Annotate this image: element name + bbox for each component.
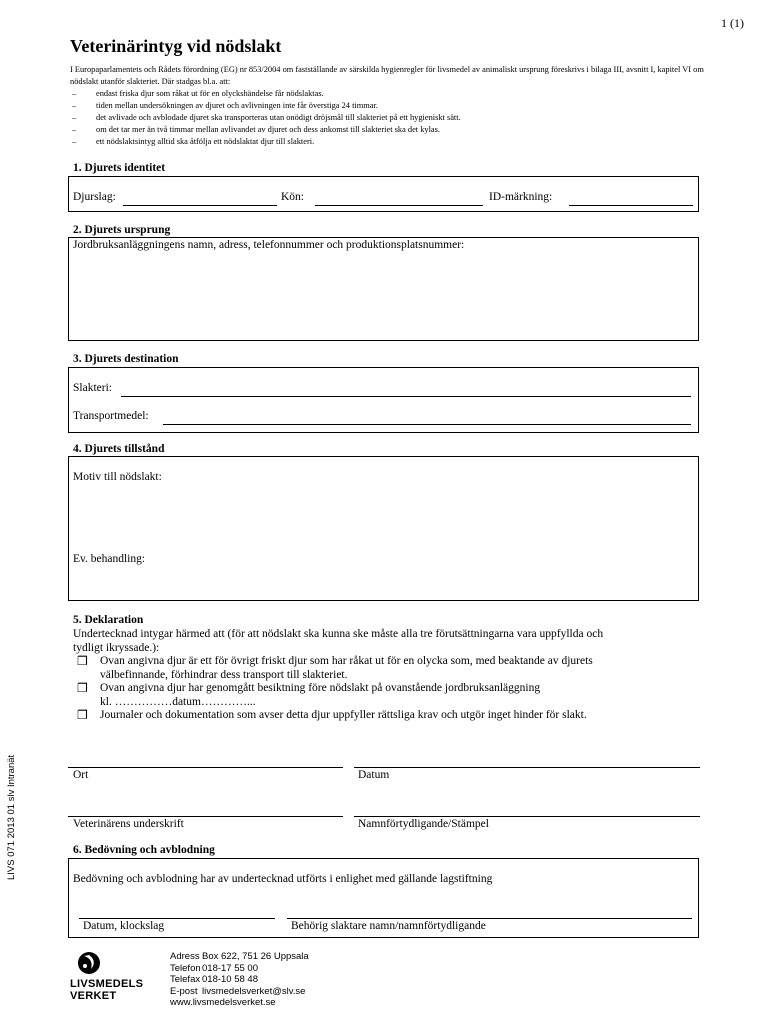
name-stamp-field[interactable]	[354, 816, 700, 817]
checkbox-icon[interactable]: ❒	[77, 681, 88, 695]
section-3-box	[68, 367, 699, 433]
logo-line: LIVSMEDELS	[70, 978, 144, 990]
declaration-intro-line: Undertecknad intygar härmed att (för att nödslakt ska kunna ske måste alla tre förutsättningarna vara uppfyllda och	[73, 628, 604, 640]
declaration-item-text: Journaler och dokumentation som avser detta djur uppfyller rättsliga krav och utgör inget hinder för slakt.	[100, 709, 587, 721]
section-6-statement: Bedövning och avblodning har av undertecknad utförts i enlighet med gällande lagstiftning	[73, 873, 493, 885]
section-6-box	[68, 858, 699, 938]
address-label: Adress	[170, 951, 200, 962]
date-field[interactable]	[354, 767, 700, 768]
vet-signature-field[interactable]	[68, 816, 343, 817]
contact-info	[170, 951, 309, 1009]
place-label: Ort	[73, 769, 89, 781]
species-label: Djurslag:	[73, 191, 116, 203]
list-item: – endast friska djur som råkat ut för en olyckshändelse får nödslaktas.	[70, 88, 710, 100]
rules-list	[70, 88, 710, 148]
section-6-title: 6. Bedövning och avblodning	[73, 844, 215, 856]
list-item: – det avlivade och avblodade djuret ska transporteras utan onödigt dröjsmål till slakteriet på ett hygieniskt sätt.	[70, 112, 710, 124]
email-value[interactable]: livsmedelsverket@slv.se	[202, 985, 306, 997]
address-value: Box 622, 751 26 Uppsala	[202, 951, 309, 962]
website-link[interactable]: www.livsmedelsverket.se	[170, 997, 276, 1008]
datetime-field[interactable]	[79, 918, 275, 919]
page-title: Veterinärintyg vid nödslakt	[70, 36, 282, 56]
species-field[interactable]	[123, 205, 277, 206]
form-code: LIVS 071 2013 01 slv Intranät	[6, 754, 17, 880]
list-item: – tiden mellan undersökningen av djuret och avlivningen inte får överstiga 24 timmar.	[70, 100, 710, 112]
fax-label: Telefax	[170, 974, 201, 985]
declaration-item-text: välbefinnande, förhindrar dess transport till slakteriet.	[100, 668, 348, 681]
id-label: ID-märkning:	[489, 191, 553, 203]
declaration-item-text: Ovan angivna djur har genomgått besiktning före nödslakt på ovanstående jordbruksanläggning	[100, 682, 541, 694]
treatment-label: Ev. behandling:	[73, 553, 146, 565]
logo-line: VERKET	[70, 990, 117, 1002]
checkbox-icon[interactable]: ❒	[77, 708, 88, 722]
vet-signature-label: Veterinärens underskrift	[73, 818, 184, 830]
section-3-title: 3. Djurets destination	[73, 353, 179, 365]
id-field[interactable]	[569, 205, 693, 206]
datetime-label: Datum, klockslag	[83, 920, 165, 932]
slaughterer-field[interactable]	[287, 918, 692, 919]
section-1-box	[68, 176, 699, 212]
phone-value: 018-17 55 00	[202, 962, 258, 974]
declaration-item-3	[73, 709, 713, 723]
name-stamp-label: Namnförtydligande/Stämpel	[358, 818, 489, 830]
sex-field[interactable]	[315, 205, 483, 206]
transport-field[interactable]	[163, 424, 691, 425]
declaration-item-text: kl. ……………datum…………...	[100, 695, 256, 708]
section-1-title: 1. Djurets identitet	[73, 162, 166, 174]
place-field[interactable]	[68, 767, 343, 768]
logo-text	[70, 978, 143, 1002]
email-label: E-post	[170, 985, 198, 997]
declaration-item-1	[73, 655, 713, 682]
fax-value: 018-10 58 48	[202, 974, 258, 985]
section-2-title: 2. Djurets ursprung	[73, 224, 171, 236]
declaration-item-text: Ovan angivna djur är ett för övrigt friskt djur som har råkat ut för en olycka som, med beaktande av djurets	[100, 655, 593, 667]
slaughterer-label: Behörig slaktare namn/namnförtydligande	[291, 920, 486, 932]
transport-label: Transportmedel:	[73, 410, 149, 422]
phone-label: Telefon	[170, 962, 201, 974]
date-label: Datum	[358, 769, 390, 781]
list-item: – om det tar mer än två timmar mellan avlivandet av djuret och dess ankomst till slakteriet ska det kylas.	[70, 124, 710, 136]
section-4-title: 4. Djurets tillstånd	[73, 443, 165, 455]
intro-text: I Europaparlamentets och Rådets förordning (EG) nr 853/2004 om fastställande av särskilda hygienregler för livsmedel av animaliskt ursprung föreskrivs i bilaga III, avsnitt I, kapitel VI om nödslakt utanför slakteriet. Där stadgas bl.a. att:	[70, 65, 704, 86]
sex-label: Kön:	[281, 191, 304, 203]
motive-label: Motiv till nödslakt:	[73, 471, 162, 483]
declaration	[73, 628, 713, 723]
declaration-item-2	[73, 682, 713, 709]
checkbox-icon[interactable]: ❒	[77, 654, 88, 668]
declaration-intro-line: tydligt ikryssade.):	[73, 641, 160, 654]
farm-label: Jordbruksanläggningens namn, adress, telefonnummer och produktionsplatsnummer:	[73, 239, 465, 251]
section-5-title: 5. Deklaration	[73, 614, 144, 626]
logo-emblem-icon	[76, 950, 102, 976]
slaughterhouse-label: Slakteri:	[73, 382, 112, 394]
list-item: – ett nödslaktsintyg alltid ska åtfölja ett nödslaktat djur till slakteri.	[70, 136, 710, 148]
slaughterhouse-field[interactable]	[121, 396, 691, 397]
section-2-box[interactable]	[68, 237, 699, 341]
page-number: 1 (1)	[721, 16, 744, 30]
section-4-box[interactable]	[68, 456, 699, 601]
agency-logo	[70, 950, 150, 1010]
